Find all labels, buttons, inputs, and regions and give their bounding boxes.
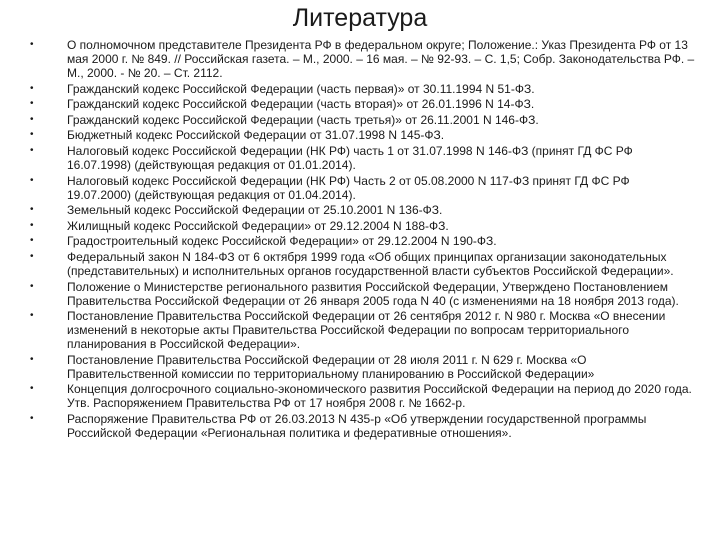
reference-text: Гражданский кодекс Российской Федерации (часть третья)» от 26.11.2001 N 146-ФЗ. bbox=[67, 112, 539, 127]
reference-text: Налоговый кодекс Российской Федерации (НК РФ) Часть 2 от 05.08.2000 N 117-ФЗ принят ГД ФС РФ 19.07.2000) (действующая редакция от 01.04.2014). bbox=[67, 173, 630, 202]
reference-text: Распоряжение Правительства РФ от 26.03.2013 N 435-р «Об утверждении государственной программы Российской Федерации «Региональная политика и федеративные отношения». bbox=[67, 411, 647, 440]
bullet-icon: • bbox=[30, 383, 34, 395]
reference-text: Гражданский кодекс Российской Федерации (часть вторая)» от 26.01.1996 N 14-ФЗ. bbox=[67, 97, 535, 112]
reference-text: Постановление Правительства Российской Федерации от 28 июля 2011 г. N 629 г. Москва «О Правительственной комиссии по территориальному планированию в Российской Федерации» bbox=[67, 352, 595, 381]
reference-text: Концепция долгосрочного социально-экономического развития Российской Федерации на период до 2020 года. Утв. Распоряжением Правительства РФ от 17 ноября 2008 г. № 1662-р. bbox=[67, 382, 692, 411]
reference-text: Градостроительный кодекс Российской Федерации» от 29.12.2004 N 190-ФЗ. bbox=[67, 234, 497, 249]
reference-item bbox=[30, 280, 696, 308]
reference-item bbox=[30, 412, 696, 440]
reference-item bbox=[30, 174, 696, 202]
bullet-icon: • bbox=[30, 113, 34, 125]
bullet-icon: • bbox=[30, 144, 34, 156]
bullet-icon: • bbox=[30, 250, 34, 262]
reference-text: Налоговый кодекс Российской Федерации (НК РФ) часть 1 от 31.07.1998 N 146-ФЗ (принят ГД ФС РФ 16.07.1998) (действующая редакция от 01.01.2014). bbox=[67, 143, 633, 172]
reference-item bbox=[30, 353, 696, 381]
bullet-icon: • bbox=[30, 235, 34, 247]
reference-list bbox=[30, 38, 696, 442]
reference-item bbox=[30, 97, 696, 111]
reference-item bbox=[30, 234, 696, 248]
bullet-icon: • bbox=[30, 412, 34, 424]
bullet-icon: • bbox=[30, 219, 34, 231]
reference-text: Федеральный закон N 184-ФЗ от 6 октября 1999 года «Об общих принципах организации законодательных (представительных) и исполнительных органов государственной власти субъектов Российской Федерации». bbox=[67, 249, 674, 278]
reference-item bbox=[30, 113, 696, 127]
reference-text: О полномочном представителе Президента РФ в федеральном округе; Положение.: Указ Президента РФ от 13 мая 2000 г. № 849. // Российская газета. – М., 2000. – 16 мая. – № 92-93. – С. 1,5; Собр. Законодательства РФ. – М., 2000. - № 20. – Ст. 2112. bbox=[67, 38, 695, 80]
reference-item bbox=[30, 250, 696, 278]
bullet-icon: • bbox=[30, 98, 34, 110]
reference-item bbox=[30, 203, 696, 217]
reference-item bbox=[30, 309, 696, 351]
bullet-icon: • bbox=[30, 82, 34, 94]
bullet-icon: • bbox=[30, 204, 34, 216]
bullet-icon: • bbox=[30, 353, 34, 365]
bullet-icon: • bbox=[30, 129, 34, 141]
reference-text: Постановление Правительства Российской Федерации от 26 сентября 2012 г. N 980 г. Москва «О внесении изменений в некоторые акты Правительства Российской Федерации по вопросам территориального планирования в Российской Федерации». bbox=[67, 309, 666, 352]
bullet-icon: • bbox=[30, 310, 34, 322]
bullet-icon: • bbox=[30, 280, 34, 292]
reference-item bbox=[30, 82, 696, 96]
reference-text: Положение о Министерстве регионального развития Российской Федерации, Утверждено Постановлением Правительства Российской Федерации от 26 января 2005 года N 40 (с изменениями на 18 ноября 2013 года). bbox=[67, 279, 679, 308]
reference-text: Жилищный кодекс Российской Федерации» от 29.12.2004 N 188-ФЗ. bbox=[67, 218, 449, 233]
reference-item bbox=[30, 128, 696, 142]
bullet-icon: • bbox=[30, 39, 34, 50]
reference-item bbox=[30, 382, 696, 410]
reference-text: Бюджетный кодекс Российской Федерации от 31.07.1998 N 145-ФЗ. bbox=[67, 128, 445, 143]
bullet-icon: • bbox=[30, 174, 34, 186]
reference-item bbox=[30, 219, 696, 233]
reference-item bbox=[30, 144, 696, 172]
reference-text: Гражданский кодекс Российской Федерации (часть первая)» от 30.11.1994 N 51-ФЗ. bbox=[67, 81, 535, 96]
reference-text: Земельный кодекс Российской Федерации от 25.10.2001 N 136-ФЗ. bbox=[67, 203, 443, 218]
slide-title: Литература bbox=[292, 4, 428, 32]
reference-item bbox=[30, 38, 696, 80]
